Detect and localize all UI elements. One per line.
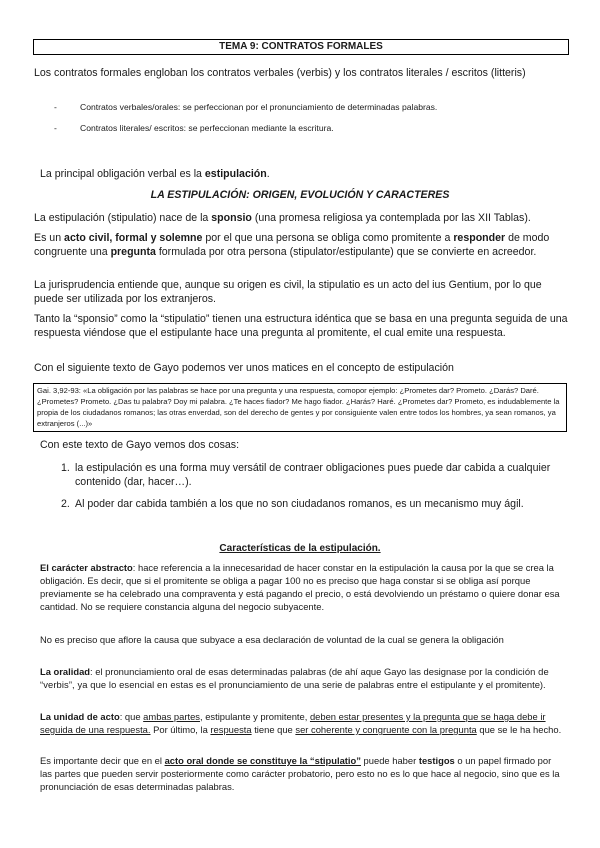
characteristics-heading: Características de la estipulación.	[219, 543, 381, 554]
p2-a: Es un	[34, 232, 65, 244]
orality-a: : el pronunciamiento oral de esas determinadas palabras (de ahí aque Gayo las designase por la	[90, 666, 495, 677]
page-title: TEMA 9: CONTRATOS FORMALES	[33, 39, 569, 55]
orality-b: condición de “verbis”, ya que lo esencial en estas es el	[40, 666, 549, 690]
orality-label: La oralidad	[40, 666, 91, 677]
witness-b: acto oral donde se constituye la “stipulatio”	[164, 755, 361, 766]
principal-end: .	[266, 168, 270, 180]
unity-c: , estipulante y promitente,	[199, 711, 310, 722]
unity-a: : que	[119, 711, 144, 722]
witness-e: o un papel firmado por las partes que pueden servir posteriormente como carácter probatorio, pero esto no es lo que hace al negocio, sino que es la pronunciación de esas determinadas palabras.	[40, 755, 560, 792]
list-item	[61, 461, 561, 489]
witness-a: Es importante decir que en el	[40, 755, 165, 766]
paragraph-two-things: Con este texto de Gayo vemos dos cosas:	[40, 439, 240, 451]
paragraph-definition	[34, 231, 568, 259]
p2-g: formulada por otra persona (stipulator/estipulante) que se convierte en acreedor.	[155, 246, 537, 258]
unity-g: tiene que	[251, 724, 296, 735]
p1-a: La estipulación (stipulatio) nace de la	[34, 212, 212, 224]
p1-c: (una promesa religiosa ya contemplada por las XII Tablas).	[251, 212, 531, 224]
list-text: la estipulación es una forma muy versátil de contraer obligaciones pues puede dar cabida a cualquier contenido (dar, hacer…).	[75, 462, 551, 488]
list-number: 1.	[61, 462, 70, 474]
p2-c: por el que una persona se obliga como promitente a	[202, 232, 454, 244]
paragraph-orality	[40, 665, 562, 691]
p2-e: de modo congruente una	[34, 232, 550, 258]
unity-f: respuesta	[210, 724, 252, 735]
unity-e: Por último, la	[150, 724, 211, 735]
paragraph-witnesses	[40, 754, 562, 793]
section-subheading: LA ESTIPULACIÓN: ORIGEN, EVOLUCIÓN Y CARACTERES	[150, 189, 450, 201]
list-text: Al poder dar cabida también a los que no son ciudadanos romanos, es un mecanismo muy ágil.	[75, 498, 524, 510]
principal-text: La principal obligación verbal es la	[40, 168, 205, 180]
paragraph-jurisprudence: La jurisprudencia entiende que, aunque su origen es civil, la stipulatio es un acto del ius Gentium, por lo que puede ser utilizada por los extranjeros.	[34, 279, 542, 305]
contract-types-list	[54, 101, 564, 134]
p2-b: acto civil, formal y solemne	[64, 232, 203, 244]
p2-f: pregunta	[110, 246, 156, 258]
unity-b: ambas partes	[143, 711, 200, 722]
unity-i: que se le ha hecho.	[476, 724, 562, 735]
numbered-list	[61, 461, 561, 519]
witness-d: testigos	[418, 755, 455, 766]
principal-obligation	[40, 167, 560, 181]
abstract-text: : hace referencia a la innecesaridad de hacer constar en la estipulación la causa por la que se crea la obligación. Es decir, que si el promitente se obliga a pagar 100 no es preciso que haga constar si se obliga así porque previamente se ha celebrado una compraventa y está pagando el precio, o está devolviendo un préstamo o quiere donar esa cantidad. No se requiere constancia alguna del negocio subyacente.	[40, 562, 560, 612]
abstract-label: El carácter abstracto	[40, 562, 133, 573]
p1-b: sponsio	[211, 212, 252, 224]
intro-paragraph: Los contratos formales engloban los contratos verbales (verbis) y los contratos literales / escritos (litteris)	[34, 67, 526, 79]
principal-bold: estipulación	[204, 168, 267, 180]
paragraph-cause: No es preciso que aflore la causa que subyace a esa declaración de voluntad de la cual se genera la obligación	[40, 634, 504, 645]
unity-h: ser coherente y congruente con la pregunta	[295, 724, 477, 735]
list-item	[61, 497, 561, 511]
list-number: 2.	[61, 498, 70, 510]
unity-label: La unidad de acto	[40, 711, 120, 722]
orality-c: pronunciamiento de una serie de palabras entre el estipulante y el promitente).	[216, 679, 546, 690]
paragraph-origin	[34, 211, 568, 225]
witness-c: puede haber	[360, 755, 419, 766]
p2-d: responder	[453, 232, 506, 244]
unity-d: deben estar presentes y la pregunta que se haga debe ir seguida de una respuesta.	[40, 711, 546, 735]
list-item: - Contratos literales/ escritos: se perfeccionan mediante la escritura.	[54, 122, 564, 134]
paragraph-unity	[40, 710, 562, 736]
paragraph-gayo-intro: Con el siguiente texto de Gayo podemos ver unos matices en el concepto de estipulación	[34, 362, 454, 374]
paragraph-abstract	[40, 561, 562, 613]
paragraph-structure: Tanto la “sponsio” como la “stipulatio” tienen una estructura idéntica que se basa en una pregunta seguida de una respuesta viéndose que el estipulante hace una pregunta al promitente, el cual emite una respuesta.	[34, 313, 568, 339]
list-item: - Contratos verbales/orales: se perfeccionan por el pronunciamiento de determinadas palabras.	[54, 101, 564, 113]
gayo-quote-box: Gai. 3,92-93: «La obligación por las palabras se hace por una pregunta y una respuesta, comopor ejemplo: ¿Prometes dar? Prometo. ¿Darás? Daré. ¿Prometes? Prometo. ¿Das tu palabra? Doy mi palabra. ¿Te haces fiador? Me hago fiador. ¿Harás? Haré. ¿Prometes dar? Prometo, es indudablemente la propia de los ciudadanos romanos; las otras enverdad, son del derecho de gentes y por consiguiente valen entre todos los hombres, ya sean romanos, ya extranjeros (...)»	[33, 383, 567, 432]
